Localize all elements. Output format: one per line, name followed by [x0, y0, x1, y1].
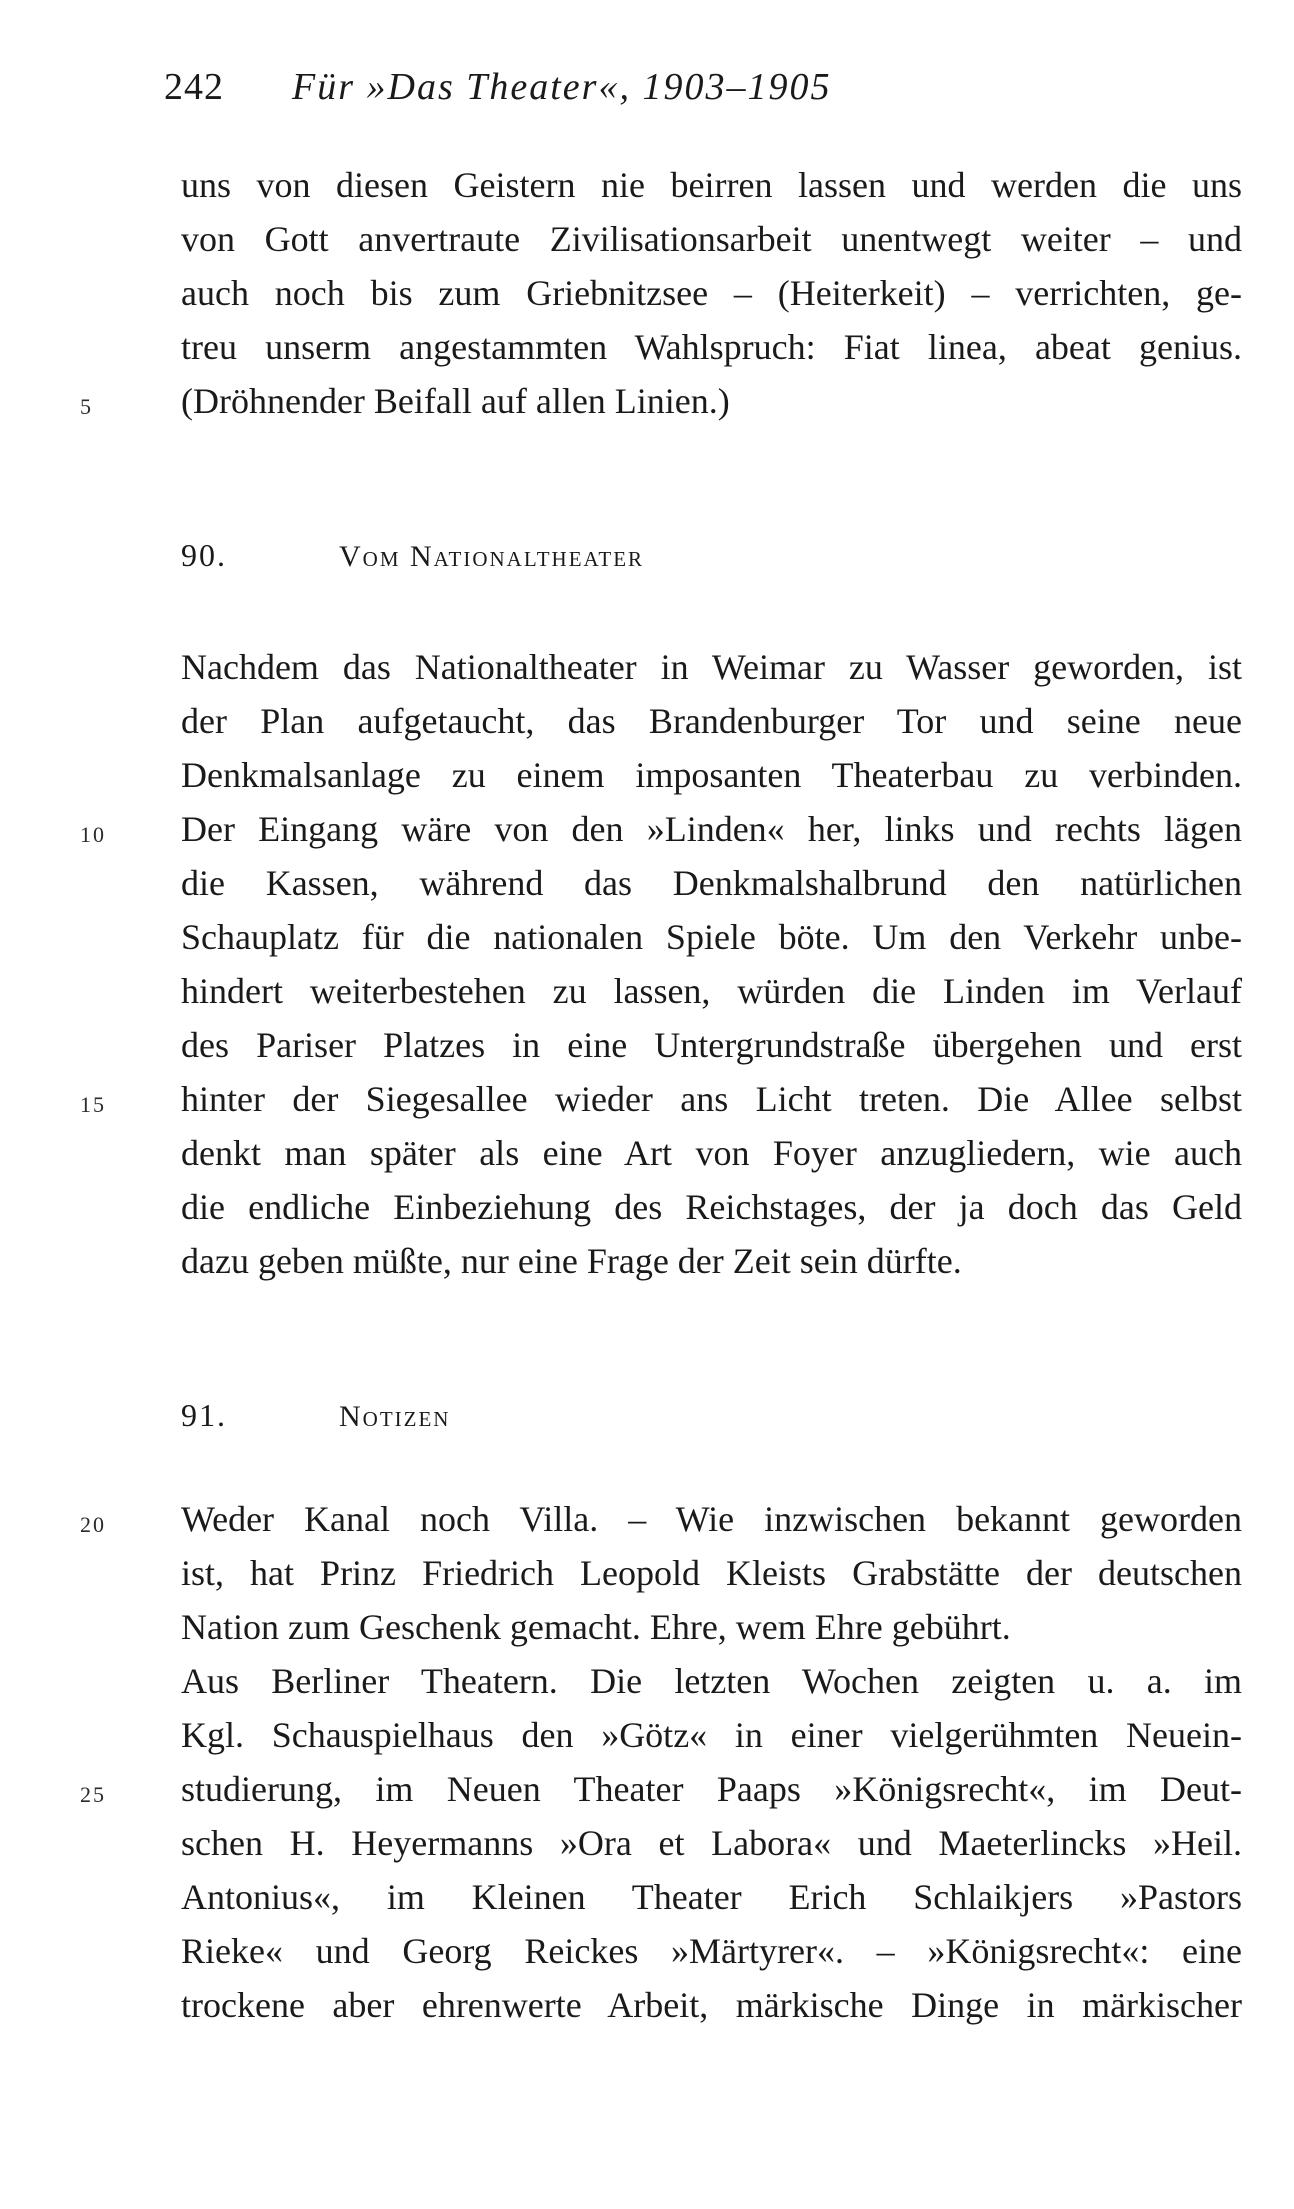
- text-line: Denkmalsanlage zu einem imposanten Theaterbau zu verbinden.: [181, 755, 1242, 795]
- text-line: denkt man später als eine Art von Foyer anzugliedern, wie auch: [181, 1133, 1242, 1173]
- text-line: trockene aber ehrenwerte Arbeit, märkische Dinge in märkischer: [181, 1985, 1242, 2025]
- line-number: 15: [80, 1092, 106, 1117]
- text-line: dazu geben müßte, nur eine Frage der Zeit sein dürfte.: [181, 1241, 962, 1281]
- text-line: treu unserm angestammten Wahlspruch: Fiat linea, abeat genius.: [181, 327, 1242, 367]
- text-line: hinter der Siegesallee wieder ans Licht treten. Die Allee selbst: [181, 1079, 1242, 1119]
- line-number: 5: [80, 394, 93, 419]
- section-title: Notizen: [339, 1400, 451, 1433]
- text-line: Kgl. Schauspielhaus den »Götz« in einer vielgerühmten Neuein-: [181, 1715, 1242, 1755]
- text-line: schen H. Heyermanns »Ora et Labora« und Maeterlincks »Heil.: [181, 1823, 1242, 1863]
- section-heading-91: [181, 1390, 450, 1442]
- text-line: der Plan aufgetaucht, das Brandenburger Tor und seine neue: [181, 701, 1242, 741]
- text-line: Schauplatz für die nationalen Spiele böte. Um den Verkehr unbe-: [181, 917, 1242, 957]
- section-heading-90: [181, 530, 644, 582]
- text-line: Weder Kanal noch Villa. – Wie inzwischen bekannt geworden: [181, 1499, 1242, 1539]
- text-line: ist, hat Prinz Friedrich Leopold Kleists Grabstätte der deutschen: [181, 1553, 1242, 1593]
- section-title: Vom Nationaltheater: [339, 540, 645, 573]
- text-line: die endliche Einbeziehung des Reichstages, der ja doch das Geld: [181, 1187, 1242, 1227]
- line-number: 20: [80, 1512, 106, 1537]
- text-line: Rieke« und Georg Reickes »Märtyrer«. – »Königsrecht«: eine: [181, 1931, 1242, 1971]
- text-line: Nachdem das Nationaltheater in Weimar zu Wasser geworden, ist: [181, 647, 1242, 687]
- text-line: (Dröhnender Beifall auf allen Linien.): [181, 381, 730, 421]
- text-line: auch noch bis zum Griebnitzsee – (Heiterkeit) – verrichten, ge-: [181, 273, 1242, 313]
- line-number: 25: [80, 1782, 106, 1807]
- text-line: studierung, im Neuen Theater Paaps »Königsrecht«, im Deut-: [181, 1769, 1242, 1809]
- text-line: Der Eingang wäre von den »Linden« her, links und rechts lägen: [181, 809, 1242, 849]
- text-line: Nation zum Geschenk gemacht. Ehre, wem Ehre gebührt.: [181, 1607, 1011, 1647]
- section-number: 91.: [181, 1397, 227, 1433]
- running-head: [164, 62, 831, 112]
- text-line: Antonius«, im Kleinen Theater Erich Schlaikjers »Pastors: [181, 1877, 1242, 1917]
- line-number: 10: [80, 822, 106, 847]
- text-line: von Gott anvertraute Zivilisationsarbeit unentwegt weiter – und: [181, 219, 1242, 259]
- text-line: uns von diesen Geistern nie beirren lassen und werden die uns: [181, 165, 1242, 205]
- page-number: 242: [164, 66, 224, 108]
- running-title: Für »Das Theater«, 1903–1905: [292, 66, 832, 108]
- text-line: die Kassen, während das Denkmalshalbrund den natürlichen: [181, 863, 1242, 903]
- text-line: des Pariser Platzes in eine Untergrundstraße übergehen und erst: [181, 1025, 1242, 1065]
- section-number: 90.: [181, 537, 227, 573]
- text-line: Aus Berliner Theatern. Die letzten Wochen zeigten u. a. im: [181, 1661, 1242, 1701]
- text-line: hindert weiterbestehen zu lassen, würden die Linden im Verlauf: [181, 971, 1242, 1011]
